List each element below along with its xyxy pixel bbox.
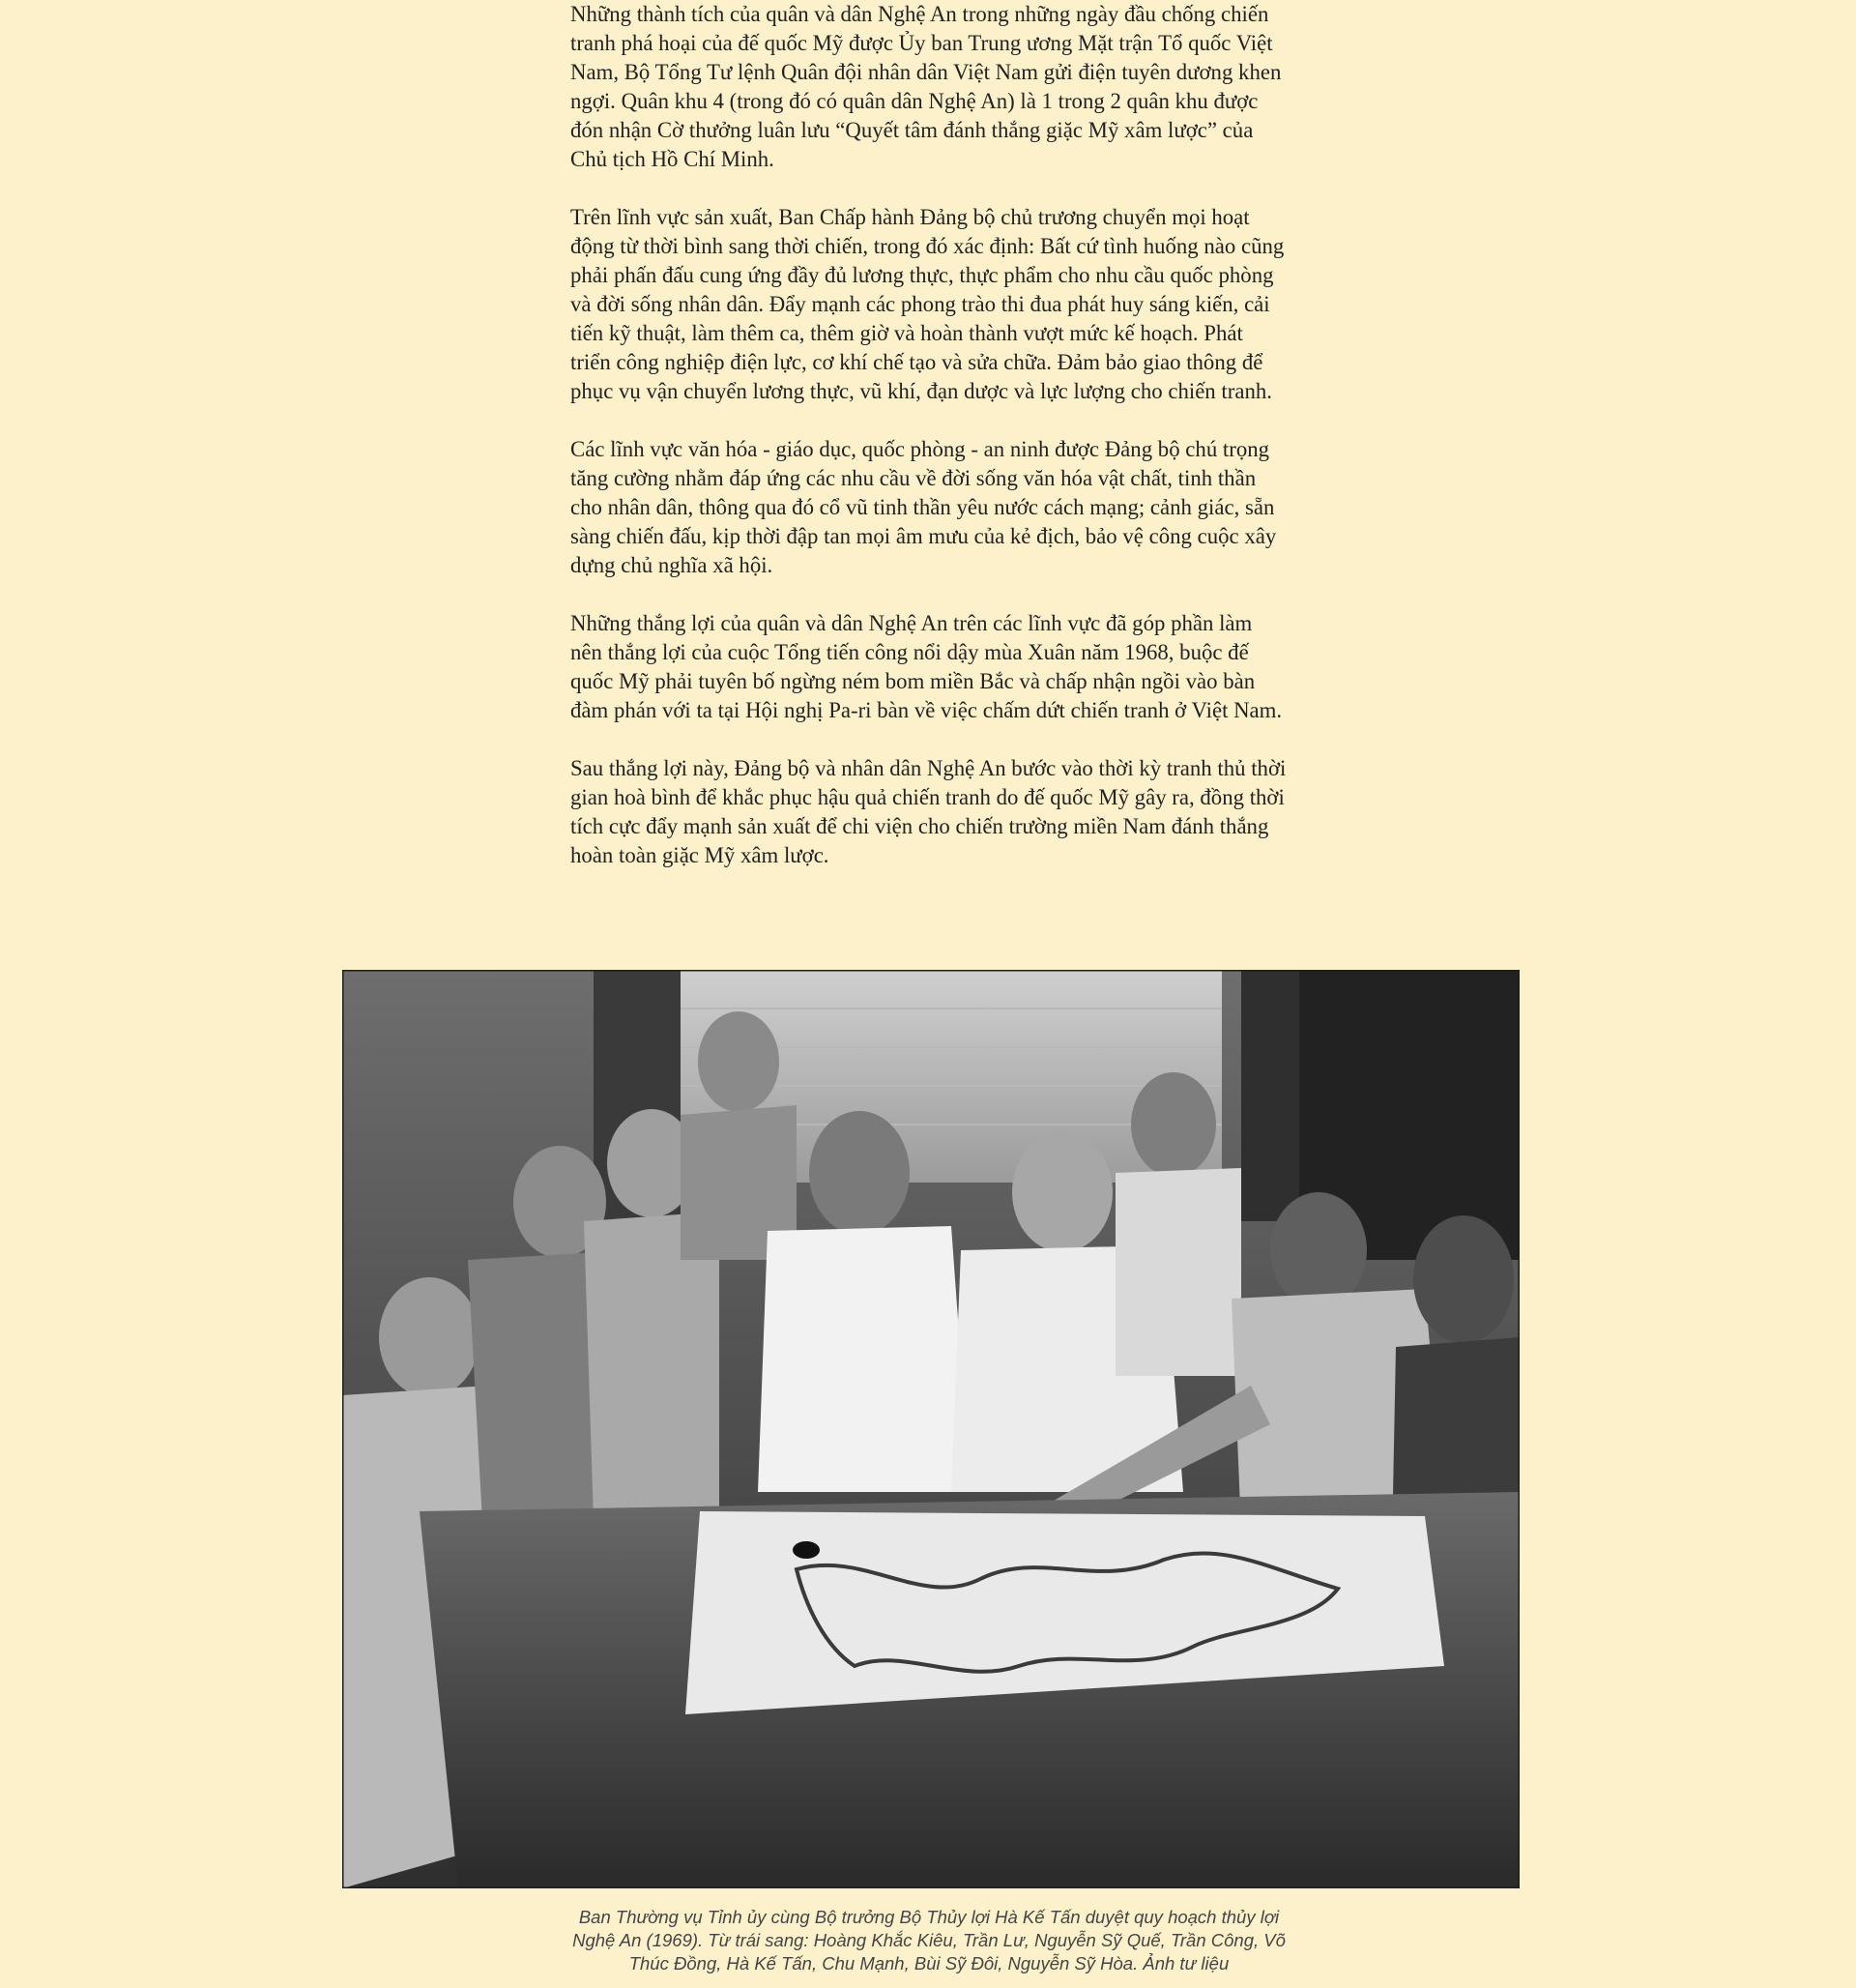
paragraph-2: Trên lĩnh vực sản xuất, Ban Chấp hành Đảng bộ chủ trương chuyển mọi hoạt động từ thời bình sang thời chiến, trong đó xác định: Bất cứ tình huống nào cũng phải phấn đấu cung ứng đầy đủ lương thực, thực phẩm cho nhu cầu quốc phòng và đời sống nhân dân. Đẩy mạnh các phong trào thi đua phát huy sáng kiến, cải tiến kỹ thuật, làm thêm ca, thêm giờ và hoàn thành vượt mức kế hoạch. Phát triển công nghiệp điện lực, cơ khí chế tạo và sửa chữa. Đảm bảo giao thông để phục vụ vận chuyển lương thực, vũ khí, đạn dược và lực lượng cho chiến tranh. — [570, 205, 1285, 403]
article-figure — [342, 970, 1520, 1888]
paragraph-3: Các lĩnh vực văn hóa - giáo dục, quốc phòng - an ninh được Đảng bộ chú trọng tăng cường nhằm đáp ứng các nhu cầu về đời sống văn hóa vật chất, tinh thần cho nhân dân, thông qua đó cổ vũ tinh thần yêu nước cách mạng; cảnh giác, sẵn sàng chiến đấu, kịp thời đập tan mọi âm mưu của kẻ địch, bảo vệ công cuộc xây dựng chủ nghĩa xã hội. — [570, 437, 1277, 577]
photo-caption: Ban Thường vụ Tỉnh ủy cùng Bộ trưởng Bộ Thủy lợi Hà Kế Tấn duyệt quy hoạch thủy lợi Nghệ An (1969). Từ trái sang: Hoàng Khắc Kiêu, Trần Lư, Nguyễn Sỹ Quế, Trần Công, Võ Thúc Đồng, Hà Kế Tấn, Chu Mạnh, Bùi Sỹ Đôi, Nguyễn Sỹ Hòa. Ảnh tư liệu — [572, 1907, 1286, 1973]
paragraph-4: Những thắng lợi của quân và dân Nghệ An trên các lĩnh vực đã góp phần làm nên thắng lợi của cuộc Tổng tiến công nổi dậy mùa Xuân năm 1968, buộc đế quốc Mỹ phải tuyên bố ngừng ném bom miền Bắc và chấp nhận ngồi vào bàn đàm phán với ta tại Hội nghị Pa-ri bàn về việc chấm dứt chiến tranh ở Việt Nam. — [570, 611, 1283, 722]
article-body — [570, 0, 1288, 899]
paragraph-5: Sau thắng lợi này, Đảng bộ và nhân dân Nghệ An bước vào thời kỳ tranh thủ thời gian hoà bình để khắc phục hậu quả chiến tranh do đế quốc Mỹ gây ra, đồng thời tích cực đẩy mạnh sản xuất để chi viện cho chiến trường miền Nam đánh thắng hoàn toàn giặc Mỹ xâm lược. — [570, 756, 1287, 867]
historical-photo[interactable] — [342, 970, 1520, 1888]
paragraph-1: Những thành tích của quân và dân Nghệ An trong những ngày đầu chống chiến tranh phá hoại của đế quốc Mỹ được Ủy ban Trung ương Mặt trận Tổ quốc Việt Nam, Bộ Tổng Tư lệnh Quân đội nhân dân Việt Nam gửi điện tuyên dương khen ngợi. Quân khu 4 (trong đó có quân dân Nghệ An) là 1 trong 2 quân khu được đón nhận Cờ thưởng luân lưu “Quyết tâm đánh thắng giặc Mỹ xâm lược” của Chủ tịch Hồ Chí Minh. — [570, 2, 1282, 171]
